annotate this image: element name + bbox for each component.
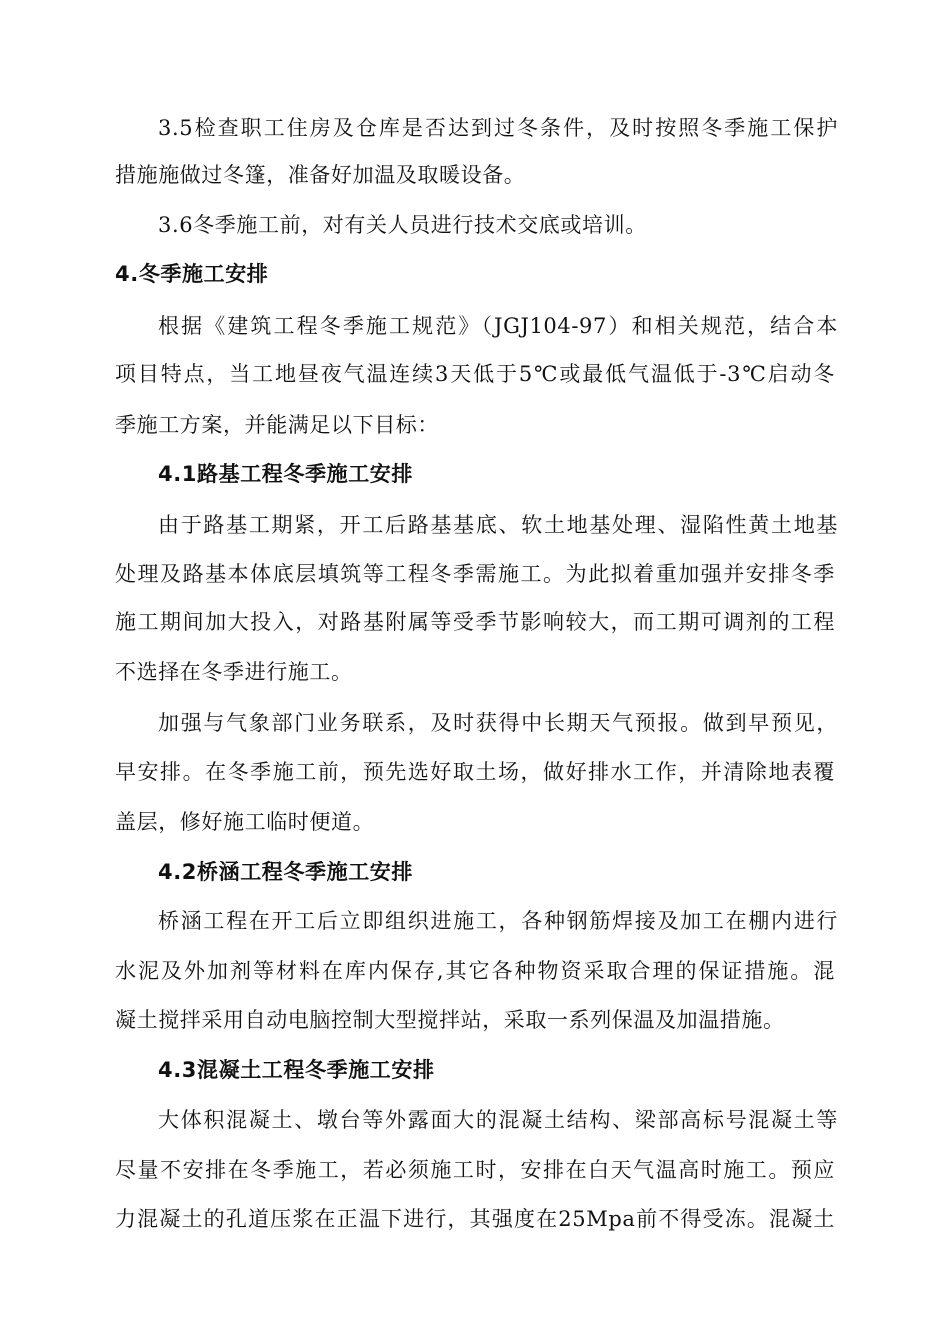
paragraph-4-2-line-1: 桥涵工程在开工后立即组织进施工，各种钢筋焊接及加工在棚内进行 (158, 909, 838, 933)
paragraph-4-1b-line-3: 盖层，修好施工临时便道。 (115, 810, 375, 834)
paragraph-3-5-line-2: 措施施做过冬篷，准备好加温及取暖设备。 (115, 163, 526, 187)
paragraph-4-1a-line-2: 处理及路基本体底层填筑等工程冬季需施工。为此拟着重加强并安排冬季 (115, 562, 835, 586)
paragraph-4-1a-line-4: 不选择在冬季进行施工。 (115, 660, 353, 684)
paragraph-4-1b-line-2: 早安排。在冬季施工前，预先选好取土场，做好排水工作，并清除地表覆 (115, 760, 835, 784)
section-heading-4-2: 4.2桥涵工程冬季施工安排 (158, 860, 414, 884)
paragraph-3-5-line-1: 3.5检查职工住房及仓库是否达到过冬条件，及时按照冬季施工保护 (158, 116, 838, 140)
paragraph-4-2-line-3: 凝土搅拌采用自动电脑控制大型搅拌站，采取一系列保温及加温措施。 (115, 1008, 785, 1032)
paragraph-4-2-line-2: 水泥及外加剂等材料在库内保存,其它各种物资采取合理的保证措施。混 (115, 959, 835, 983)
paragraph-3-6-line-1: 3.6冬季施工前，对有关人员进行技术交底或培训。 (158, 213, 647, 237)
paragraph-4-3-line-3: 力混凝土的孔道压浆在正温下进行，其强度在25Mpa前不得受冻。混凝土 (115, 1207, 835, 1231)
paragraph-4-3-line-2: 尽量不安排在冬季施工，若必须施工时，安排在白天气温高时施工。预应 (115, 1158, 835, 1182)
paragraph-4-intro-line-1: 根据《建筑工程冬季施工规范》（JGJ104-97）和相关规范，结合本 (158, 314, 838, 338)
paragraph-4-1a-line-1: 由于路基工期紧，开工后路基基底、软土地基处理、湿陷性黄土地基 (158, 513, 838, 537)
paragraph-4-3-line-1: 大体积混凝土、墩台等外露面大的混凝土结构、梁部高标号混凝土等 (158, 1108, 838, 1132)
paragraph-4-1a-line-3: 施工期间加大投入，对路基附属等受季节影响较大，而工期可调剂的工程 (115, 610, 835, 634)
section-heading-4-1: 4.1路基工程冬季施工安排 (158, 462, 414, 486)
section-heading-4: 4.冬季施工安排 (115, 262, 269, 286)
paragraph-4-1b-line-1: 加强与气象部门业务联系，及时获得中长期天气预报。做到早预见， (158, 711, 838, 735)
paragraph-4-intro-line-3: 季施工方案，并能满足以下目标： (115, 413, 439, 437)
section-heading-4-3: 4.3混凝土工程冬季施工安排 (158, 1058, 435, 1082)
paragraph-4-intro-line-2: 项目特点，当工地昼夜气温连续3天低于5℃或最低气温低于-3℃启动冬 (115, 362, 835, 386)
